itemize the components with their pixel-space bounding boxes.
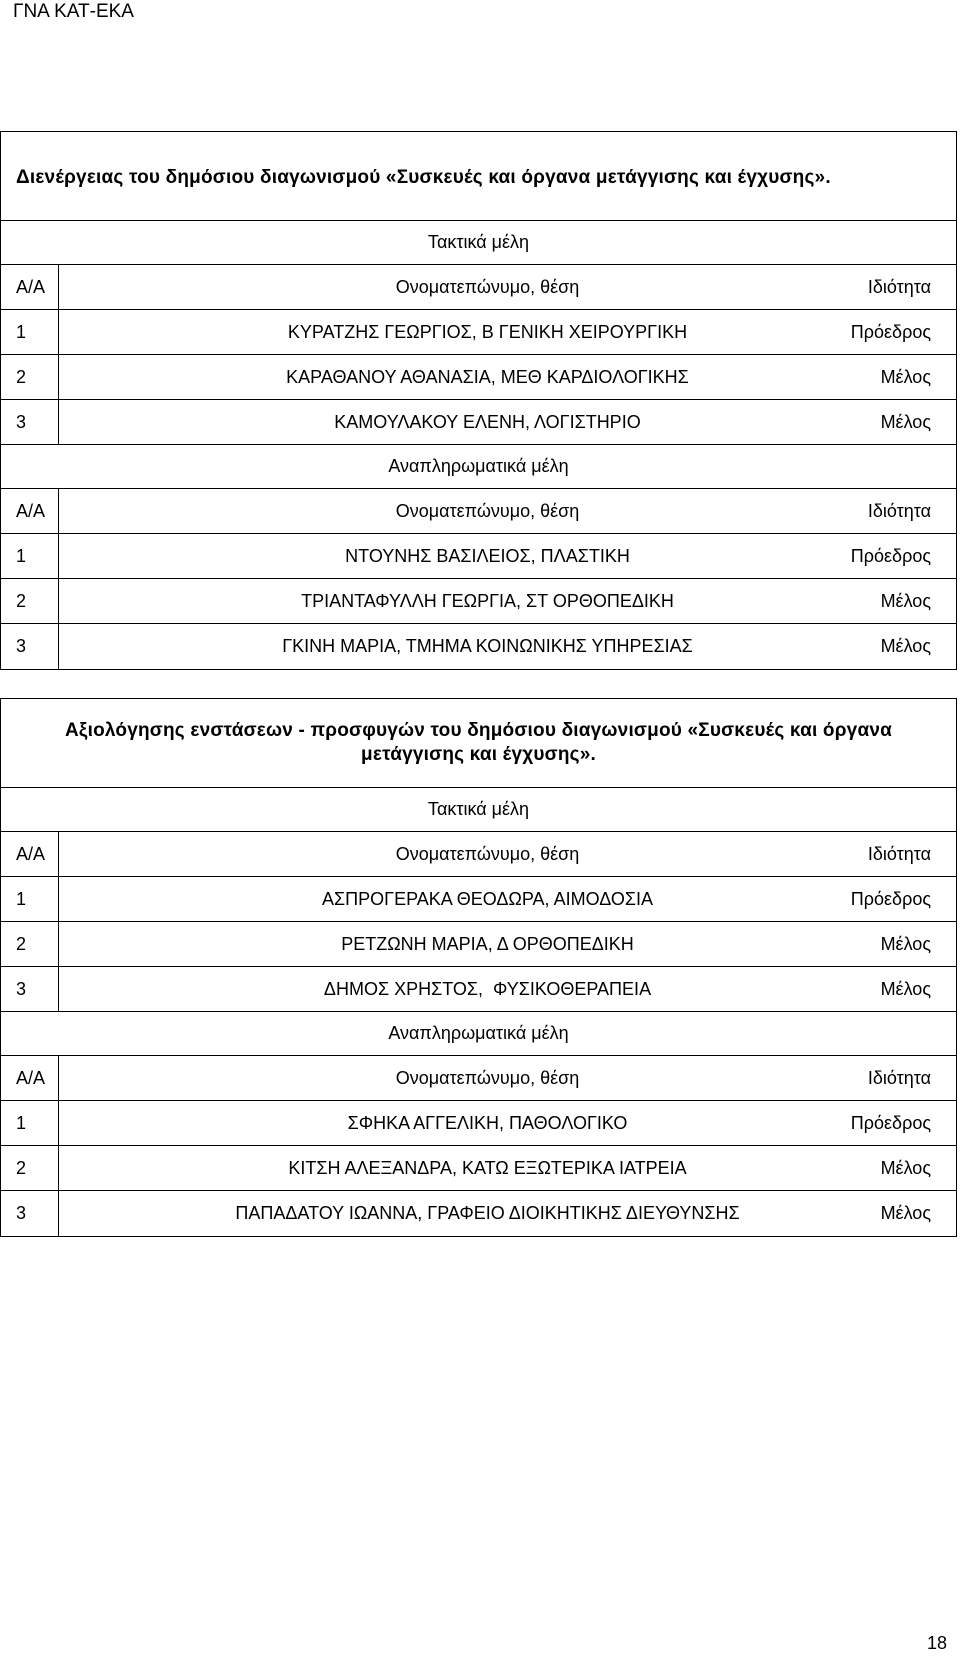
member-name-position: ΑΣΠΡΟΓΕΡΑΚΑ ΘΕΟΔΩΡΑ, ΑΙΜΟΔΟΣΙΑ: [322, 888, 653, 909]
alternate-members-label: Αναπληρωματικά μέλη: [1, 1012, 956, 1056]
committee-table-objections: [0, 698, 957, 1237]
member-name-position: ΚΑΜΟΥΛΑΚΟΥ ΕΛΕΝΗ, ΛΟΓΙΣΤΗΡΙΟ: [334, 411, 641, 432]
table-row: [1, 967, 956, 1012]
member-name-position: ΝΤΟΥΝΗΣ ΒΑΣΙΛΕΙΟΣ, ΠΛΑΣΤΙΚΗ: [345, 545, 630, 566]
member-number: 1: [1, 310, 59, 354]
member-name-position: ΚΥΡΑΤΖΗΣ ΓΕΩΡΓΙΟΣ, Β ΓΕΝΙΚΗ ΧΕΙΡΟΥΡΓΙΚΗ: [287, 321, 688, 342]
member-number: 2: [1, 579, 59, 623]
member-role: Πρόεδρος: [850, 545, 931, 566]
table-row: [1, 1191, 956, 1236]
table-row: [1, 877, 956, 922]
column-header-number: Α/Α: [1, 265, 59, 309]
column-header-name: Ονοματεπώνυμο, θέση: [395, 276, 580, 297]
member-role: Μέλος: [880, 1157, 931, 1178]
member-role: Μέλος: [880, 590, 931, 611]
table-row: [1, 310, 956, 355]
column-header-role: Ιδιότητα: [867, 1067, 931, 1088]
table-row: [1, 922, 956, 967]
table-header-row: [1, 265, 956, 310]
committee-title: Διενέργειας του δημόσιου διαγωνισμού «Συσκευές και όργανα μετάγγισης και έγχυσης».: [1, 132, 956, 221]
column-header-role: Ιδιότητα: [867, 500, 931, 521]
committee-table-conduct: [0, 131, 957, 670]
column-header-role: Ιδιότητα: [867, 276, 931, 297]
member-number: 3: [1, 967, 59, 1011]
table-header-row: [1, 832, 956, 877]
member-number: 3: [1, 624, 59, 669]
table-row: [1, 624, 956, 669]
table-row: [1, 579, 956, 624]
column-header-role: Ιδιότητα: [867, 843, 931, 864]
member-number: 1: [1, 1101, 59, 1145]
member-number: 2: [1, 355, 59, 399]
member-number: 1: [1, 534, 59, 578]
column-header-name: Ονοματεπώνυμο, θέση: [395, 1067, 580, 1088]
member-role: Μέλος: [880, 411, 931, 432]
member-name-position: ΓΚΙΝΗ ΜΑΡΙΑ, ΤΜΗΜΑ ΚΟΙΝΩΝΙΚΗΣ ΥΠΗΡΕΣΙΑΣ: [282, 636, 693, 656]
member-name-position: ΠΑΠΑΔΑΤΟΥ ΙΩΑΝΝΑ, ΓΡΑΦΕΙΟ ΔΙΟΙΚΗΤΙΚΗΣ ΔΙΕΥΘΥΝΣΗΣ: [235, 1203, 740, 1223]
regular-members-label: Τακτικά μέλη: [1, 221, 956, 265]
member-number: 2: [1, 1146, 59, 1190]
column-header-number: Α/Α: [1, 1056, 59, 1100]
member-role: Πρόεδρος: [850, 1112, 931, 1133]
member-number: 3: [1, 400, 59, 444]
member-role: Μέλος: [880, 933, 931, 954]
member-number: 1: [1, 877, 59, 921]
member-role: Μέλος: [880, 636, 931, 656]
table-row: [1, 400, 956, 445]
page-number: 18: [926, 1633, 947, 1653]
document-header: ΓΝΑ ΚΑΤ-ΕΚΑ: [13, 1, 134, 22]
member-role: Μέλος: [880, 366, 931, 387]
table-row: [1, 534, 956, 579]
table-row: [1, 355, 956, 400]
column-header-name: Ονοματεπώνυμο, θέση: [395, 500, 580, 521]
table-row: [1, 1101, 956, 1146]
member-role: Πρόεδρος: [850, 888, 931, 909]
column-header-number: Α/Α: [1, 832, 59, 876]
member-number: 3: [1, 1191, 59, 1236]
regular-members-label: Τακτικά μέλη: [1, 788, 956, 832]
member-name-position: ΚΙΤΣΗ ΑΛΕΞΑΝΔΡΑ, ΚΑΤΩ ΕΞΩΤΕΡΙΚΑ ΙΑΤΡΕΙΑ: [288, 1157, 687, 1178]
table-row: [1, 1146, 956, 1191]
column-header-number: Α/Α: [1, 489, 59, 533]
table-header-row: [1, 1056, 956, 1101]
alternate-members-label: Αναπληρωματικά μέλη: [1, 445, 956, 489]
member-role: Μέλος: [880, 978, 931, 999]
committee-title: Αξιολόγησης ενστάσεων - προσφυγών του δημόσιου διαγωνισμού «Συσκευές και όργανα μετάγγισης και έγχυσης».: [1, 699, 956, 788]
table-header-row: [1, 489, 956, 534]
member-role: Πρόεδρος: [850, 321, 931, 342]
member-name-position: ΔΗΜΟΣ ΧΡΗΣΤΟΣ, ΦΥΣΙΚΟΘΕΡΑΠΕΙΑ: [323, 978, 652, 999]
member-name-position: ΡΕΤΖΩΝΗ ΜΑΡΙΑ, Δ ΟΡΘΟΠΕΔΙΚΗ: [341, 933, 634, 954]
column-header-name: Ονοματεπώνυμο, θέση: [395, 843, 580, 864]
member-name-position: ΚΑΡΑΘΑΝΟΥ ΑΘΑΝΑΣΙΑ, ΜΕΘ ΚΑΡΔΙΟΛΟΓΙΚΗΣ: [286, 366, 689, 387]
member-number: 2: [1, 922, 59, 966]
member-name-position: ΤΡΙΑΝΤΑΦΥΛΛΗ ΓΕΩΡΓΙΑ, ΣΤ ΟΡΘΟΠΕΔΙΚΗ: [301, 590, 674, 611]
member-role: Μέλος: [880, 1203, 931, 1223]
member-name-position: ΣΦΗΚΑ ΑΓΓΕΛΙΚΗ, ΠΑΘΟΛΟΓΙΚΟ: [347, 1112, 628, 1133]
